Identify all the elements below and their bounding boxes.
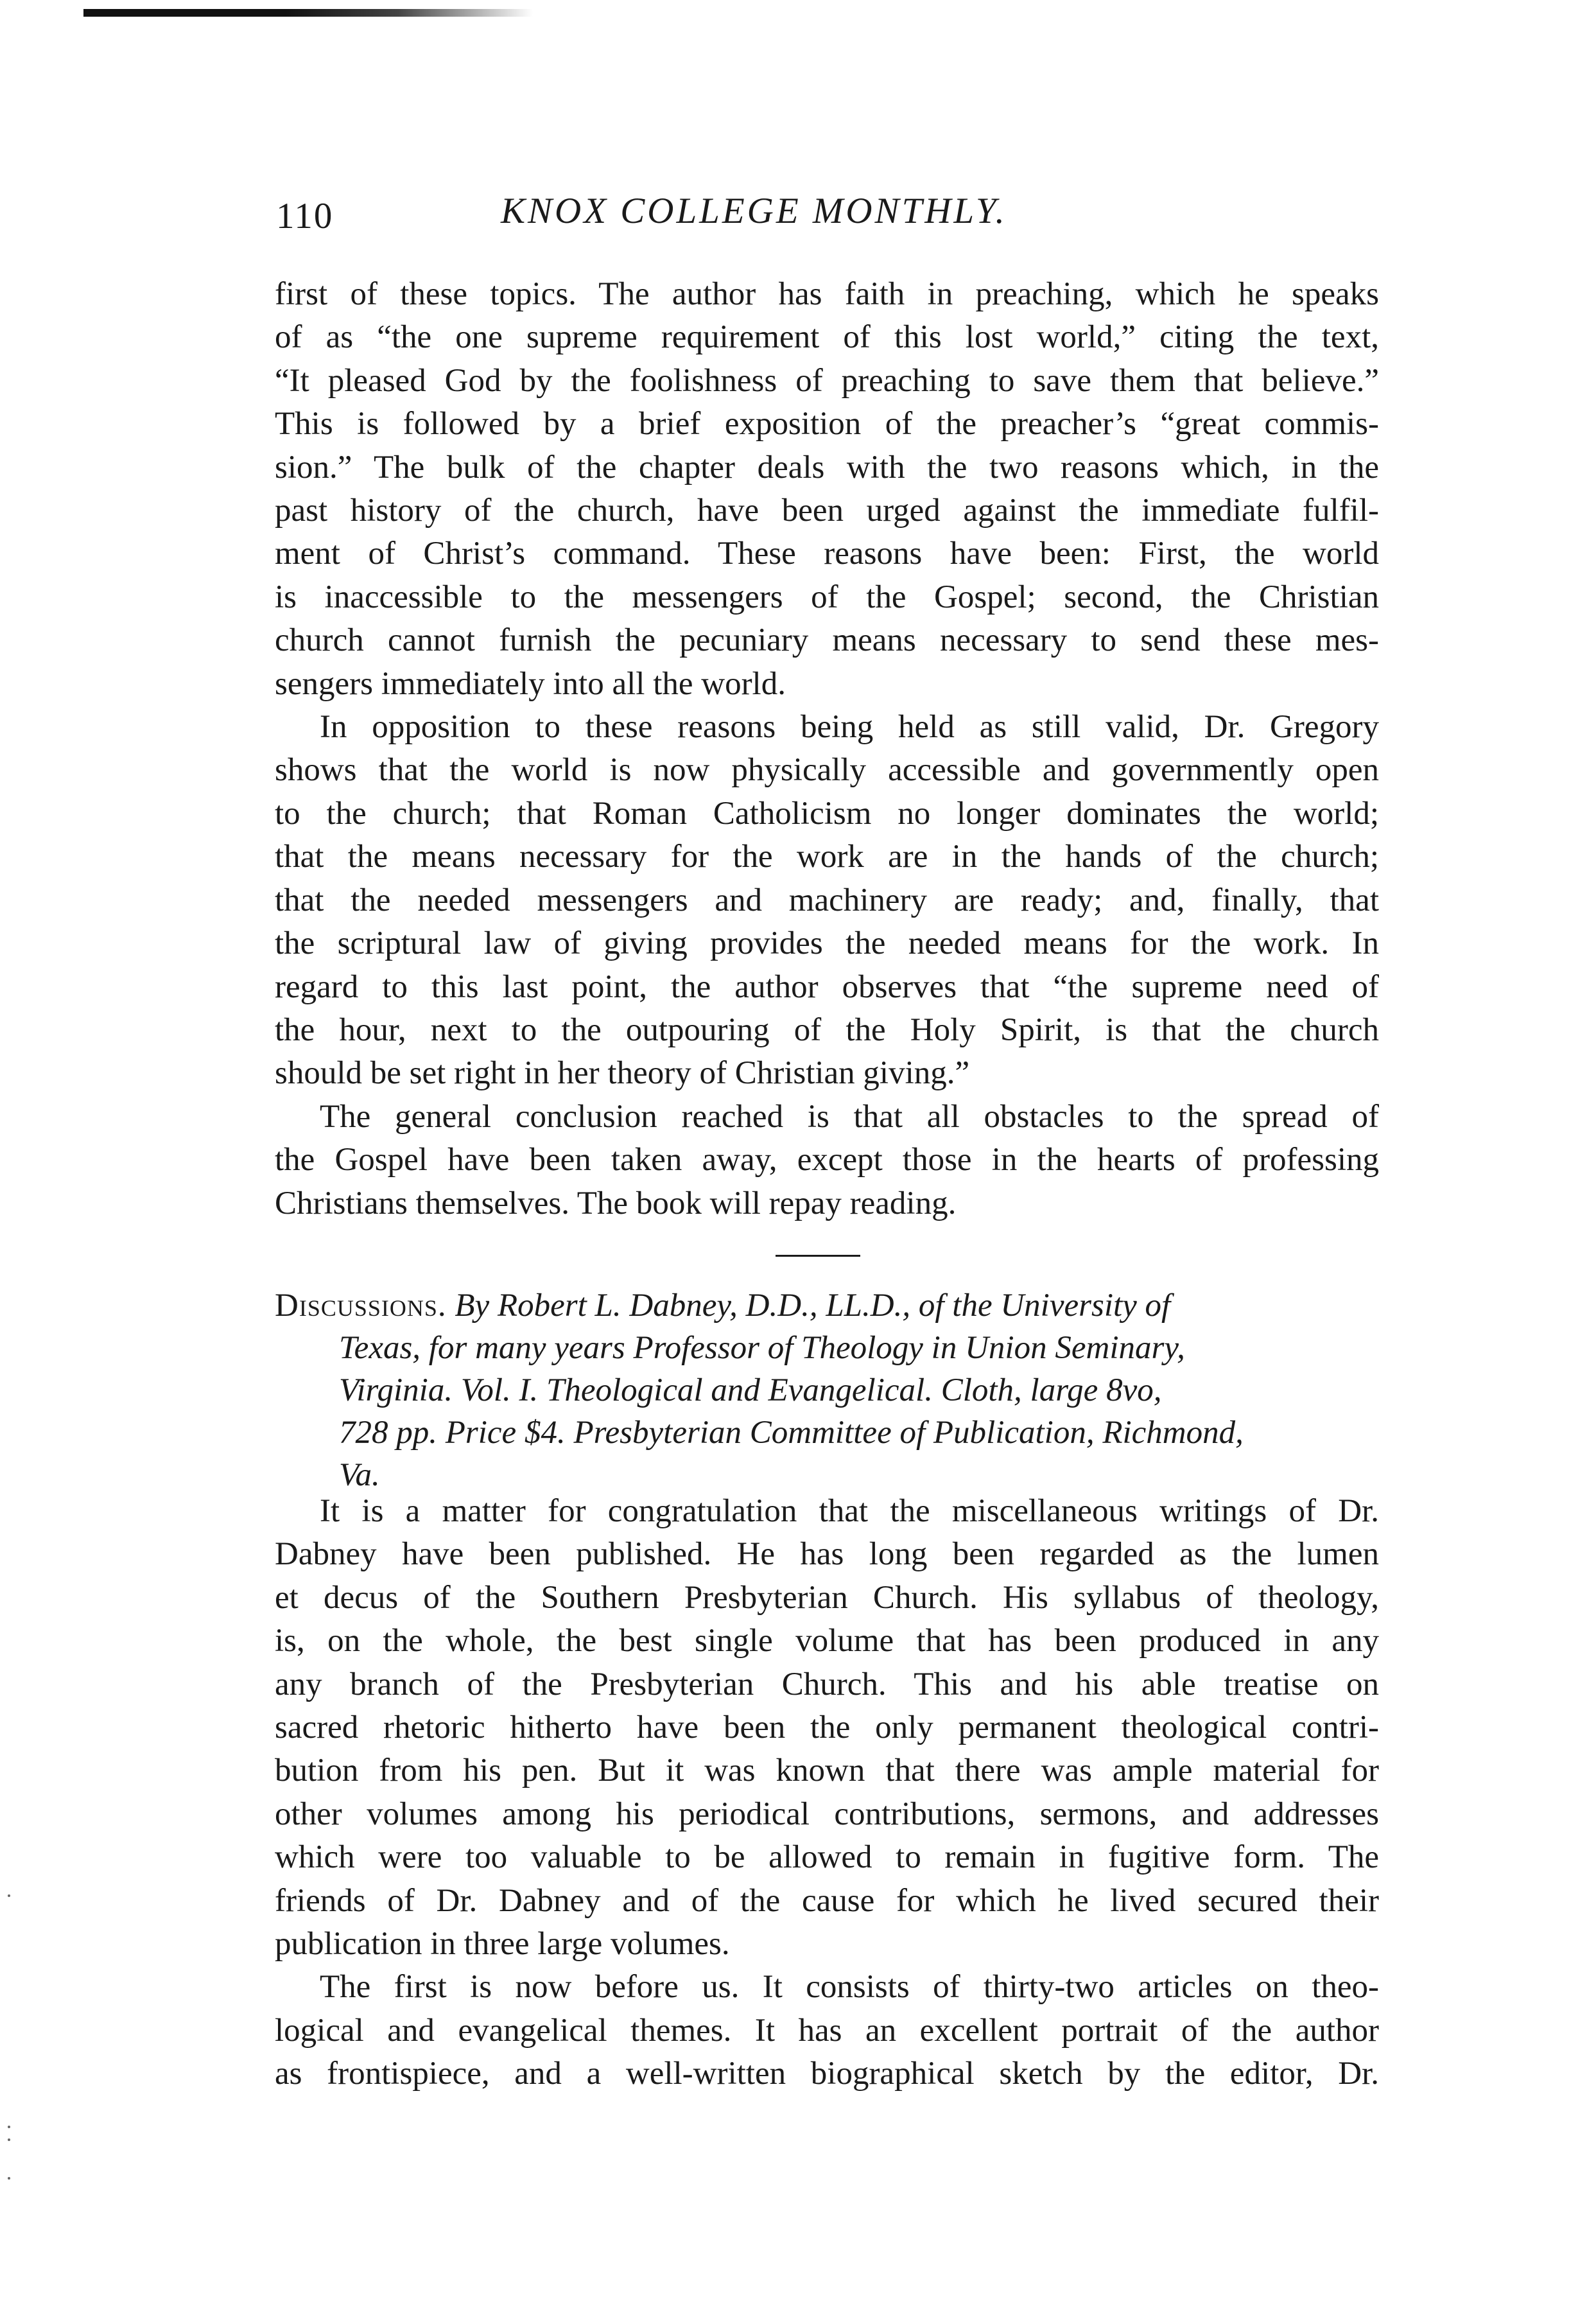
citation-text: By Robert L. Dabney, D.D., LL.D., of the University of (455, 1288, 1171, 1324)
text-line: et decus of the Southern Presbyterian Church. His syllabus of theology, (275, 1579, 1379, 1616)
text-line: the scriptural law of giving provides the needed means for the work. In (275, 925, 1379, 962)
scan-dot (8, 1894, 10, 1897)
page-header (276, 190, 1380, 248)
citation-line (275, 1412, 1379, 1454)
citation-line (275, 1327, 1379, 1369)
margin-scan-marks (5, 1894, 13, 2216)
text-line: In opposition to these reasons being held as still valid, Dr. Gregory (320, 709, 1379, 746)
text-line: that the needed messengers and machinery are ready; and, finally, that (275, 882, 1379, 918)
scan-dot (8, 2126, 10, 2128)
text-line: sengers immediately into all the world. (275, 665, 786, 702)
running-title: KNOX COLLEGE MONTHLY. (501, 191, 1007, 231)
review-gregory-continued (275, 273, 1379, 1225)
scan-edge-mark (83, 9, 533, 17)
text-line: the hour, next to the outpouring of the Holy Spirit, is that the church (275, 1011, 1379, 1048)
text-line: The first is now before us. It consists of thirty-two articles on theo- (320, 1969, 1379, 2006)
book-citation (275, 1284, 1379, 1496)
text-line: logical and evangelical themes. It has an excellent portrait of the author (275, 2012, 1379, 2049)
text-line: should be set right in her theory of Christian giving.” (275, 1055, 970, 1092)
text-line: shows that the world is now physically accessible and governmently open (275, 752, 1379, 789)
text-line: church cannot furnish the pecuniary means necessary to send these mes- (275, 622, 1379, 659)
citation-line (275, 1369, 1379, 1412)
text-line: as frontispiece, and a well-written biographical sketch by the editor, Dr. (275, 2056, 1379, 2092)
scan-dot (8, 2177, 10, 2180)
citation-text: Va. (339, 1457, 380, 1493)
text-line: Christians themselves. The book will repay reading. (275, 1185, 957, 1221)
text-line: It is a matter for congratulation that the miscellaneous writings of Dr. (320, 1493, 1379, 1529)
text-line: any branch of the Presbyterian Church. This and his able treatise on (275, 1666, 1379, 1702)
text-line: which were too valuable to be allowed to remain in fugitive form. The (275, 1839, 1379, 1876)
section-divider (776, 1255, 860, 1257)
citation-first-line (275, 1284, 1379, 1327)
text-line: first of these topics. The author has faith in preaching, which he speaks (275, 276, 1379, 312)
text-line: to the church; that Roman Catholicism no longer dominates the world; (275, 795, 1379, 832)
text-line: is, on the whole, the best single volume that has been produced in any (275, 1623, 1379, 1659)
text-line: Dabney have been published. He has long been regarded as the lumen (275, 1536, 1379, 1573)
citation-text: Texas, for many years Professor of Theology in Union Seminary, (339, 1330, 1185, 1366)
text-line: This is followed by a brief exposition of the preacher’s “great commis- (275, 406, 1379, 442)
text-line: “It pleased God by the foolishness of preaching to save them that believe.” (275, 362, 1379, 399)
text-line: ment of Christ’s command. These reasons have been: First, the world (275, 536, 1379, 572)
text-line: sion.” The bulk of the chapter deals with the two reasons which, in the (275, 449, 1379, 485)
text-line: other volumes among his periodical contributions, sermons, and addresses (275, 1796, 1379, 1832)
text-line: bution from his pen. But it was known that there was ample material for (275, 1753, 1379, 1789)
page-number: 110 (276, 196, 334, 236)
text-line: the Gospel have been taken away, except those in the hearts of professing (275, 1142, 1379, 1178)
citation-text: Virginia. Vol. I. Theological and Evangelical. Cloth, large 8vo, (339, 1372, 1162, 1408)
text-line: publication in three large volumes. (275, 1926, 730, 1963)
text-line: is inaccessible to the messengers of the Gospel; second, the Christian (275, 579, 1379, 615)
citation-text: 728 pp. Price $4. Presbyterian Committee of Publication, Richmond, (339, 1415, 1244, 1451)
text-line: regard to this last point, the author observes that “the supreme need of (275, 968, 1379, 1005)
text-line: sacred rhetoric hitherto have been the only permanent theological contri- (275, 1709, 1379, 1746)
text-line: past history of the church, have been urged against the immediate fulfil- (275, 493, 1379, 529)
review-dabney (275, 1490, 1379, 2096)
text-line: The general conclusion reached is that all obstacles to the spread of (320, 1098, 1379, 1135)
text-line: of as “the one supreme requirement of this lost world,” citing the text, (275, 319, 1379, 356)
scan-dot (8, 2138, 10, 2141)
text-line: that the means necessary for the work are in the hands of the church; (275, 839, 1379, 875)
text-line: friends of Dr. Dabney and of the cause for which he lived secured their (275, 1882, 1379, 1919)
citation-heading: Discussions. (275, 1288, 447, 1324)
